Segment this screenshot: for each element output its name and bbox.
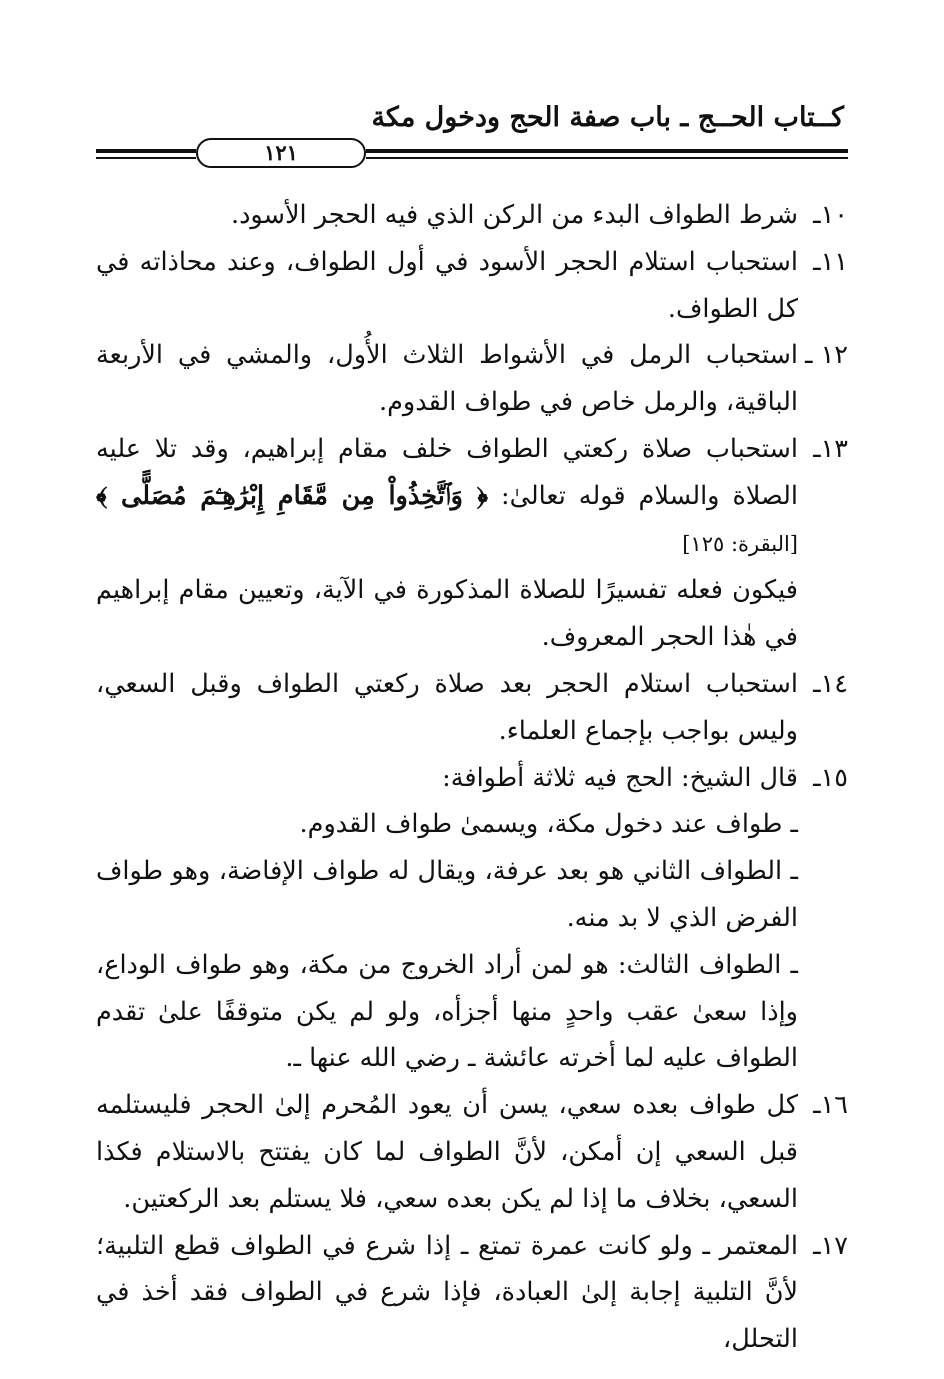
list-item-13 (96, 426, 848, 567)
item-text: شرط الطواف البدء من الركن الذي فيه الحجر الأسود. (230, 200, 798, 230)
verse-reference: [البقرة: ١٢٥] (682, 531, 798, 556)
item-number: ١٧ـ (813, 1230, 848, 1261)
item-text: قال الشيخ: الحج فيه ثلاثة أطوافة: (442, 762, 798, 793)
item-text: استحباب استلام الحجر بعد صلاة ركعتي الطواف وقبل السعي، وليس بواجب بإجماع العلماء. (96, 668, 798, 746)
item-number: ١١ـ (813, 246, 848, 277)
list-item-16 (96, 1082, 848, 1222)
sub-item-first-tawaf: ـ طواف عند دخول مكة، ويسمىٰ طواف القدوم. (299, 809, 798, 840)
item-text: كل طواف بعده سعي، يسن أن يعود المُحرم إلىٰ الحجر فليستلمه قبل السعي إن أمكن، لأنَّ الطواف لما كان يفتتح بالاستلام فكذا السعي، بخلاف ما إذا لم يكن بعده سعي، فلا يستلم بعد الركعتين. (96, 1090, 798, 1214)
list-item-11 (96, 239, 848, 333)
list-item-15 (96, 755, 848, 802)
item-number: ١٣ـ (813, 433, 848, 464)
page-number: ١٢١ (196, 138, 366, 168)
list-item-10 (96, 192, 848, 239)
item-text: استحباب الرمل في الأشواط الثلاث الأُول، والمشي في الأربعة الباقية، والرمل خاص في طواف القدوم. (96, 340, 798, 418)
list-item-14 (96, 661, 848, 755)
list-item-17 (96, 1223, 848, 1363)
item-number: ١٤ـ (813, 668, 848, 699)
item-number: ١٢ ـ (805, 340, 848, 371)
item-number: ١٦ـ (813, 1090, 848, 1121)
double-rule-left (96, 149, 196, 159)
list-item-13-continuation: فيكون فعله تفسيرًا للصلاة المذكورة في الآية، وتعيين مقام إبراهيم في هٰذا الحجر المعروف. (96, 575, 798, 653)
item-text: استحباب استلام الحجر الأسود في أول الطواف، وعند محاذاته في كل الطواف. (96, 246, 798, 324)
item-number: ١٠ـ (813, 200, 848, 230)
item-number: ١٥ـ (813, 762, 848, 793)
running-title: كــتاب الحــج ـ باب صفة الحج ودخول مكة (371, 102, 844, 133)
item-text: المعتمر ـ ولو كانت عمرة تمتع ـ إذا شرع في الطواف قطع التلبية؛ لأنَّ التلبية إجابة إلىٰ العبادة، فإذا شرع في الطواف فقد أخذ في التحلل، (96, 1230, 798, 1355)
header-rule (96, 138, 848, 172)
quran-verse: ﴿ وَٱتَّخِذُواْ مِن مَّقَامِ إِبْرَٰهِـۧمَ مُصَلًّى ﴾ (96, 480, 489, 511)
main-text (96, 192, 848, 1363)
sub-item-second-tawaf: ـ الطواف الثاني هو بعد عرفة، ويقال له طواف الإفاضة، وهو طواف الفرض الذي لا بد منه. (96, 856, 798, 933)
item-text: استحباب صلاة ركعتي الطواف خلف مقام إبراهيم، وقد تلا عليه الصلاة والسلام قوله تعالىٰ: (96, 433, 799, 511)
list-item-12 (96, 332, 848, 426)
sub-item-third-tawaf: ـ الطواف الثالث: هو لمن أراد الخروج من مكة، وهو طواف الوداع، وإذا سعىٰ عقب واحدٍ منها أجزأه، ولو لم يكن متوقفًا علىٰ تقدم الطواف عليه لما أخرته عائشة ـ رضي الله عنها ـ. (96, 949, 798, 1074)
double-rule-right (366, 149, 848, 159)
